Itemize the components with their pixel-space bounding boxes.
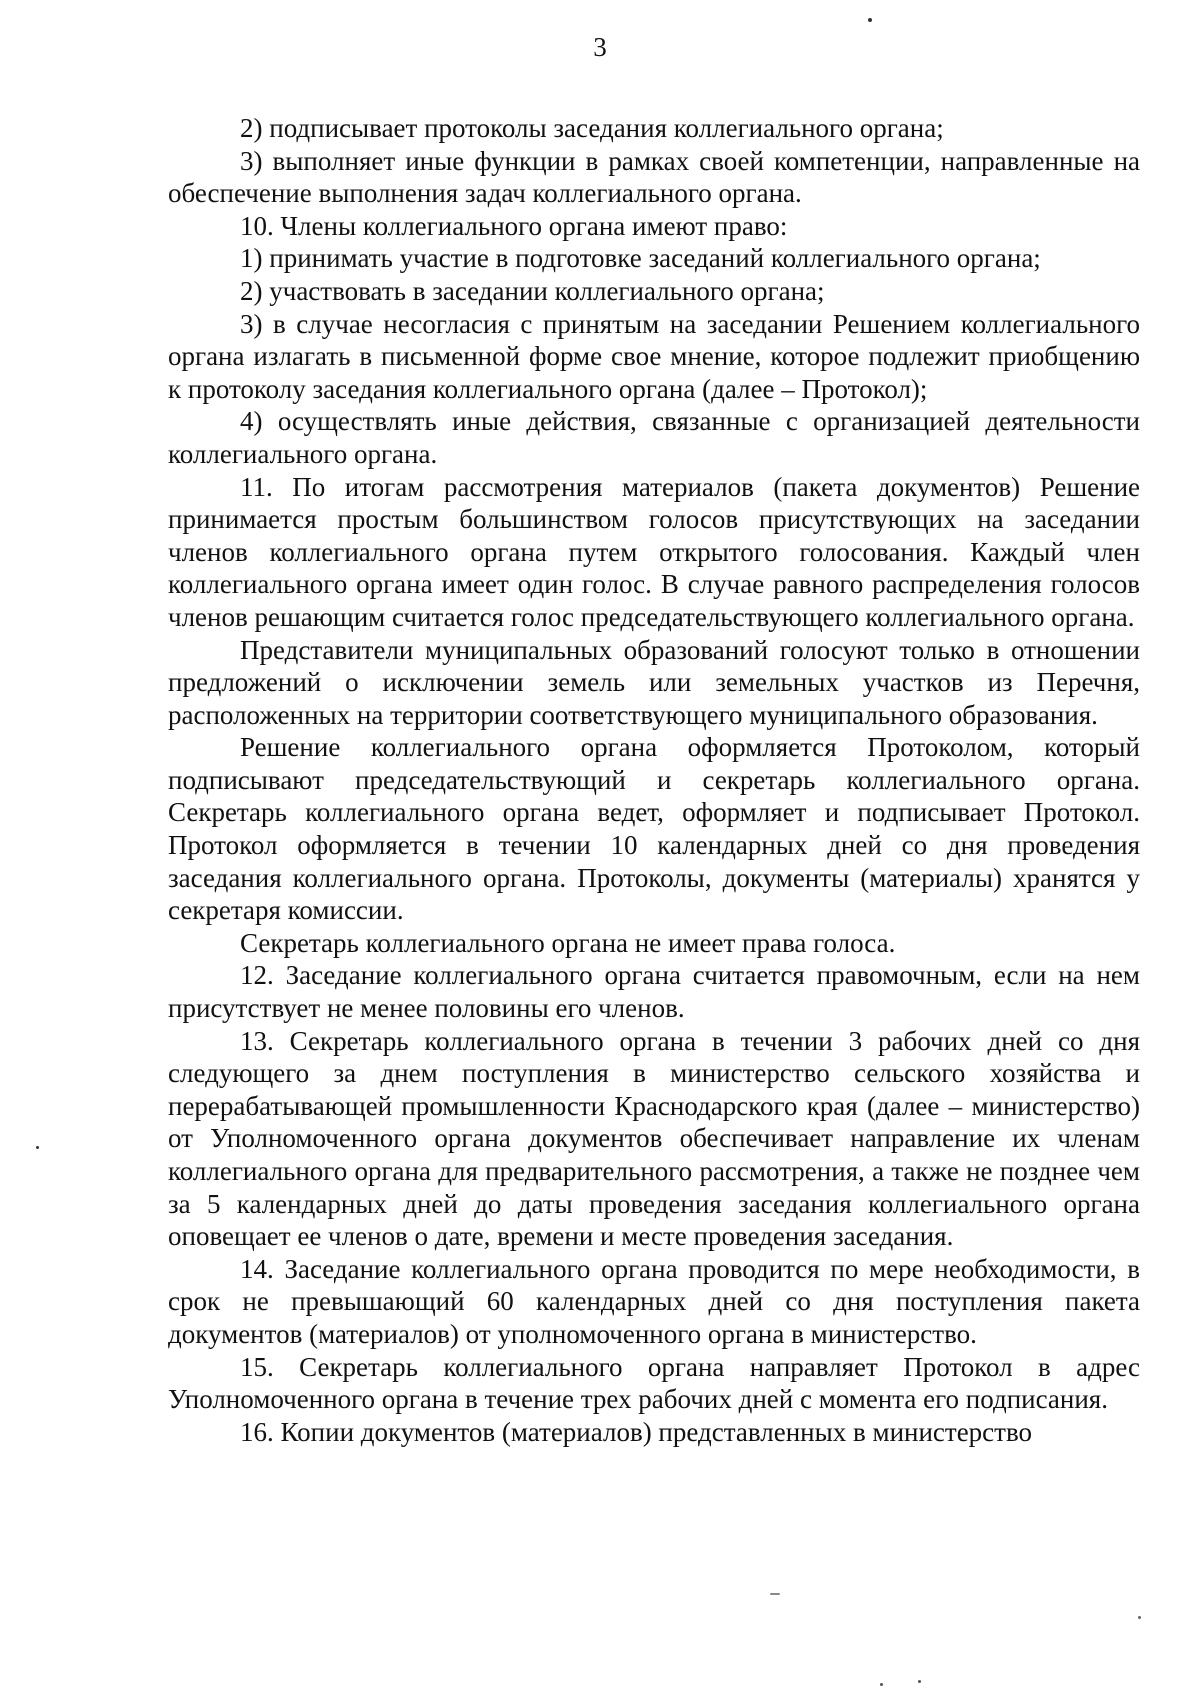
paragraph-14-meeting-schedule: 14. Заседание коллегиального органа проводится по мере необходимости, в срок не превышающий 60 календарных дней со дня поступления пакета документов (материалов) от уполномоченного органа в министерство. — [168, 1253, 1140, 1349]
scan-speck — [918, 1680, 921, 1683]
paragraph-12-quorum: 12. Заседание коллегиального органа считается правомочным, если на нем присутствует не менее половины его членов. — [168, 960, 1140, 1024]
paragraph-10-3-disagreement: 3) в случае несогласия с принятым на заседании Решением коллегиального органа излагать в письменной форме свое мнение, которое подлежит приобщению к протоколу заседания коллегиального органа (далее – Протокол); — [168, 308, 1140, 404]
paragraph-10-2-participate: 2) участвовать в заседании коллегиального органа; — [240, 275, 825, 306]
paragraph-13-secretary-notification: 13. Секретарь коллегиального органа в течении 3 рабочих дней со дня следующего за днем поступления в министерство сельского хозяйства и перерабатывающей промышленности Краснодарского края (далее – министерство) от Уполномоченного органа документов обеспечивает направление их членам коллегиального органа для предварительного рассмотрения, а также не позднее чем за 5 календарных дней до даты проведения заседания коллегиального органа оповещает ее членов о дате, времени и месте проведения заседания. — [168, 1025, 1140, 1252]
scan-speck — [880, 1683, 883, 1686]
scan-speck — [868, 18, 872, 22]
scan-speck — [770, 1593, 780, 1595]
paragraph-municipal-representatives: Представители муниципальных образований голосуют только в отношении предложений о исключении земель или земельных участков из Перечня, расположенных на территории соответствующего муниципального образования. — [168, 634, 1140, 730]
paragraph-11-decision-voting: 11. По итогам рассмотрения материалов (пакета документов) Решение принимается простым большинством голосов присутствующих на заседании членов коллегиального органа путем открытого голосования. Каждый член коллегиального органа имеет один голос. В случае равного распределения голосов членов решающим считается голос председательствующего коллегиального органа. — [168, 471, 1140, 632]
scan-speck — [1138, 1616, 1141, 1619]
scan-speck — [36, 1146, 39, 1149]
paragraph-protocol-formalization: Решение коллегиального органа оформляется Протоколом, который подписывают председательствующий и секретарь коллегиального органа. Секретарь коллегиального органа ведет, оформляет и подписывает Протокол. Протокол оформляется в течении 10 календарных дней со дня проведения заседания коллегиального органа. Протоколы, документы (материалы) хранятся у секретаря комиссии. — [168, 732, 1140, 926]
paragraph-secretary-no-vote: Секретарь коллегиального органа не имеет права голоса. — [240, 927, 896, 958]
paragraph-10-members-rights: 10. Члены коллегиального органа имеют право: — [240, 210, 788, 241]
paragraph-2-signs-protocols: 2) подписывает протоколы заседания коллегиального органа; — [240, 113, 944, 143]
paragraph-10-4-other-actions: 4) осуществлять иные действия, связанные с организацией деятельности коллегиального органа. — [168, 406, 1140, 469]
paragraph-15-protocol-sending: 15. Секретарь коллегиального органа направляет Протокол в адрес Уполномоченного органа в течение трех рабочих дней с момента его подписания. — [168, 1351, 1140, 1415]
paragraph-3-other-functions: 3) выполняет иные функции в рамках своей компетенции, направленные на обеспечение выполнения задач коллегиального органа. — [168, 145, 1140, 209]
paragraph-10-1-prepare-meetings: 1) принимать участие в подготовке заседаний коллегиального органа; — [240, 243, 1041, 274]
page-number: 3 — [593, 32, 607, 62]
paragraph-16-document-copies: 16. Копии документов (материалов) представленных в министерство — [240, 1416, 1033, 1447]
document-body — [168, 112, 1140, 1448]
